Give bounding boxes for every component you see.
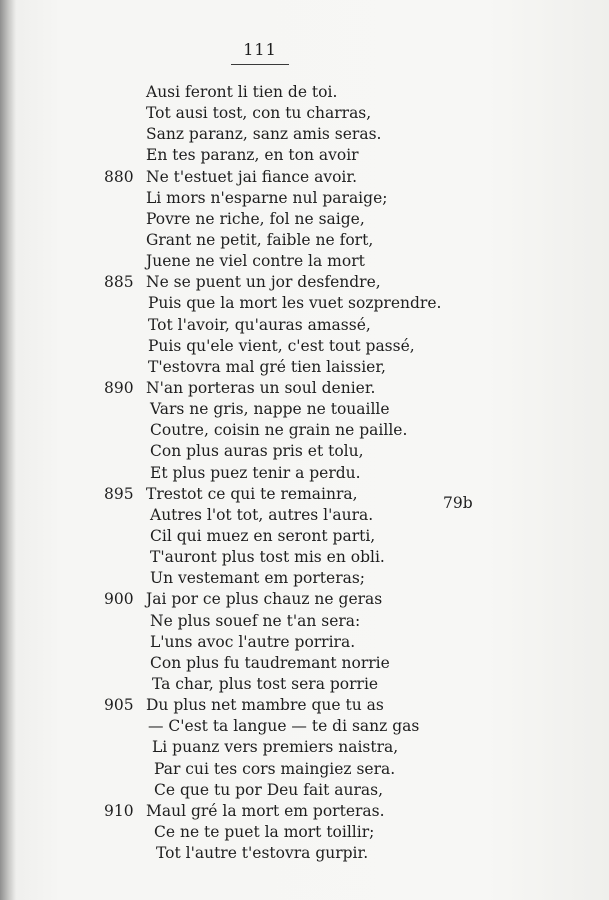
verse-line bbox=[0, 801, 609, 822]
line-text: Vars ne gris, nappe ne touaille bbox=[150, 400, 390, 419]
margin-folio-note: 79b bbox=[443, 494, 473, 512]
verse-line bbox=[0, 589, 609, 610]
verse-line bbox=[0, 251, 609, 272]
line-text: Grant ne petit, faible ne fort, bbox=[146, 230, 374, 249]
line-text: Li mors n'esparne nul paraige; bbox=[146, 188, 388, 207]
line-text: — C'est ta langue — te di sanz gas bbox=[148, 717, 420, 736]
verse-line bbox=[0, 780, 609, 801]
verse-line bbox=[0, 420, 609, 441]
line-text: Tot l'autre t'estovra gurpir. bbox=[156, 844, 369, 863]
line-text: Puis que la mort les vuet sozprendre. bbox=[148, 294, 442, 313]
line-text: Con plus fu taudremant norrie bbox=[150, 653, 390, 672]
verse-line bbox=[0, 336, 609, 357]
line-text: Tot ausi tost, con tu charras, bbox=[146, 104, 372, 123]
verse-line bbox=[0, 695, 609, 716]
line-text: Coutre, coisin ne grain ne paille. bbox=[150, 421, 408, 440]
verse-line bbox=[0, 357, 609, 378]
line-text: Con plus auras pris et tolu, bbox=[150, 442, 364, 461]
line-text: Sanz paranz, sanz amis seras. bbox=[146, 125, 382, 144]
line-text: Un vestemant em porteras; bbox=[150, 569, 366, 588]
verse-text bbox=[0, 82, 609, 864]
header-rule bbox=[231, 64, 289, 65]
line-text: T'auront plus tost mis en obli. bbox=[150, 548, 385, 567]
line-text: Maul gré la mort em porteras. bbox=[146, 801, 385, 820]
line-text: Cil qui muez en seront parti, bbox=[150, 526, 376, 545]
verse-line bbox=[0, 441, 609, 462]
line-text: Tot l'avoir, qu'auras amassé, bbox=[148, 315, 371, 334]
verse-line bbox=[0, 209, 609, 230]
verse-line bbox=[0, 167, 609, 188]
line-text: Ne t'estuet jai fiance avoir. bbox=[146, 167, 358, 186]
verse-line bbox=[0, 674, 609, 695]
verse-line bbox=[0, 124, 609, 145]
line-text: Par cui tes cors maingiez sera. bbox=[154, 759, 396, 778]
line-text: N'an porteras un soul denier. bbox=[146, 378, 376, 397]
page-number: 111 bbox=[243, 40, 277, 59]
verse-line bbox=[0, 843, 609, 864]
verse-line bbox=[0, 399, 609, 420]
line-number: 885 bbox=[104, 273, 134, 292]
line-text: Li puanz vers premiers naistra, bbox=[152, 738, 399, 757]
verse-line bbox=[0, 737, 609, 758]
verse-line bbox=[0, 82, 609, 103]
verse-line bbox=[0, 632, 609, 653]
line-text: L'uns avoc l'autre porrira. bbox=[150, 632, 356, 651]
verse-line bbox=[0, 315, 609, 336]
verse-line bbox=[0, 145, 609, 166]
verse-line bbox=[0, 568, 609, 589]
verse-line bbox=[0, 505, 609, 526]
line-number: 895 bbox=[104, 484, 134, 503]
verse-line bbox=[0, 526, 609, 547]
line-text: Ce ne te puet la mort toillir; bbox=[154, 822, 375, 841]
line-number: 890 bbox=[104, 378, 134, 397]
verse-line bbox=[0, 272, 609, 293]
verse-line bbox=[0, 611, 609, 632]
line-text: Ne se puent un jor desfendre, bbox=[146, 273, 381, 292]
line-text: Ne plus souef ne t'an sera: bbox=[150, 611, 361, 630]
line-text: Puis qu'ele vient, c'est tout passé, bbox=[148, 336, 415, 355]
verse-line bbox=[0, 716, 609, 737]
line-text: Du plus net mambre que tu as bbox=[146, 696, 384, 715]
verse-line bbox=[0, 293, 609, 314]
line-number: 880 bbox=[104, 167, 134, 186]
line-number: 910 bbox=[104, 801, 134, 820]
verse-line bbox=[0, 188, 609, 209]
line-text: Ta char, plus tost sera porrie bbox=[152, 674, 379, 693]
line-number: 900 bbox=[104, 590, 134, 609]
line-text: Juene ne viel contre la mort bbox=[146, 252, 365, 271]
line-text: Ausi feront li tien de toi. bbox=[146, 83, 338, 101]
verse-line bbox=[0, 484, 609, 505]
verse-line bbox=[0, 230, 609, 251]
line-text: Ce que tu por Deu fait auras, bbox=[154, 780, 384, 799]
line-text: Autres l'ot tot, autres l'aura. bbox=[150, 505, 374, 524]
line-number: 905 bbox=[104, 696, 134, 715]
line-text: Jai por ce plus chauz ne geras bbox=[146, 590, 383, 609]
verse-line bbox=[0, 103, 609, 124]
line-text: Trestot ce qui te remainra, bbox=[146, 484, 358, 503]
verse-line bbox=[0, 463, 609, 484]
verse-line bbox=[0, 378, 609, 399]
line-text: En tes paranz, en ton avoir bbox=[146, 146, 359, 165]
verse-line bbox=[0, 653, 609, 674]
verse-line bbox=[0, 759, 609, 780]
line-text: Et plus puez tenir a perdu. bbox=[150, 463, 361, 482]
verse-line bbox=[0, 822, 609, 843]
verse-line bbox=[0, 547, 609, 568]
line-text: T'estovra mal gré tien laissier, bbox=[148, 357, 386, 376]
line-text: Povre ne riche, fol ne saige, bbox=[146, 209, 365, 228]
